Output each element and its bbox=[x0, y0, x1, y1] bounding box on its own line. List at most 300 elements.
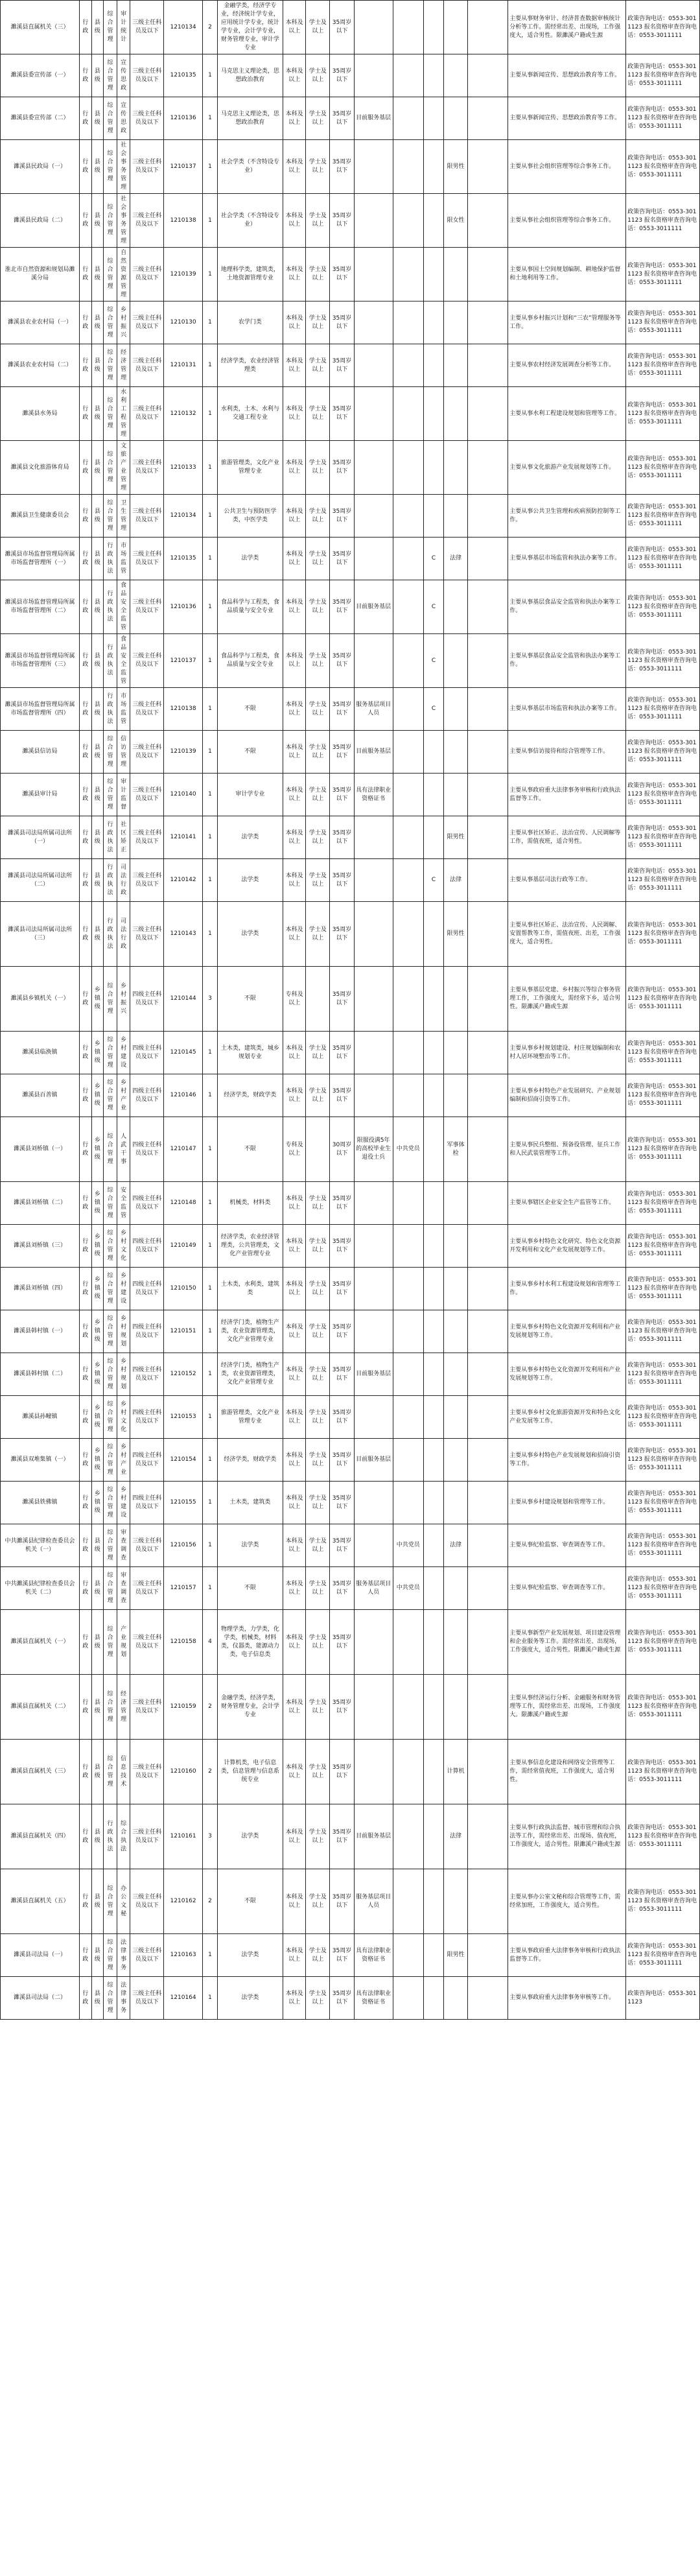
cell-note: 主要从事乡村特色产业发展规划和招商引资等工作。 bbox=[508, 1439, 626, 1482]
cell-test bbox=[424, 1310, 444, 1353]
cell-age: 35周岁以下 bbox=[330, 1804, 354, 1869]
cell-spec: 限男性 bbox=[444, 140, 468, 194]
cell-note: 主要从事政府重大法律事务审核和行政执法监督等工作。 bbox=[508, 1934, 626, 1977]
cell-spec bbox=[444, 248, 468, 301]
cell-spec bbox=[444, 1, 468, 54]
cell-c2: 行政 bbox=[79, 1804, 91, 1869]
cell-test bbox=[424, 1353, 444, 1396]
cell-spec: 法律 bbox=[444, 538, 468, 580]
cell-major: 法学类 bbox=[217, 1804, 283, 1869]
cell-note: 主要从事财务审计、经济普查数据审核统计分析等工作。需经常出差、出现场，工作强度大，适合男性。限濉溪户籍或生源 bbox=[508, 1, 626, 54]
cell-blank bbox=[468, 967, 508, 1032]
cell-edu: 本科及以上 bbox=[283, 580, 306, 634]
cell-c4: 综合管理 bbox=[104, 495, 117, 538]
cell-c3: 乡镇级 bbox=[91, 967, 104, 1032]
cell-c4: 综合管理 bbox=[104, 1524, 117, 1567]
cell-code: 1210147 bbox=[164, 1117, 203, 1182]
cell-other bbox=[354, 248, 393, 301]
cell-age: 35周岁以下 bbox=[330, 1225, 354, 1268]
cell-code: 1210161 bbox=[164, 1804, 203, 1869]
cell-test bbox=[424, 194, 444, 248]
cell-c3: 县级 bbox=[91, 580, 104, 634]
cell-spec: 限男性 bbox=[444, 816, 468, 859]
cell-age: 35周岁以下 bbox=[330, 774, 354, 816]
cell-c5: 审计监督 bbox=[117, 774, 130, 816]
cell-note: 主要从事新闻宣传、思想政治教育等工作。 bbox=[508, 54, 626, 97]
cell-major: 社会学类（不含特设专业） bbox=[217, 140, 283, 194]
cell-note: 主要从事纪检监察、审查调查等工作。 bbox=[508, 1567, 626, 1610]
cell-edu: 本科及以上 bbox=[283, 816, 306, 859]
cell-spec bbox=[444, 1869, 468, 1934]
cell-test: C bbox=[424, 634, 444, 688]
cell-phone: 政策咨询电话：0553-3011123 报名资格审查咨询电话：0553-3011111 bbox=[626, 1567, 700, 1610]
cell-blank bbox=[468, 1396, 508, 1439]
cell-age: 35周岁以下 bbox=[330, 1268, 354, 1310]
cell-edu: 本科及以上 bbox=[283, 344, 306, 387]
cell-degree: 学士及以上 bbox=[306, 731, 330, 774]
cell-c2: 行政 bbox=[79, 194, 91, 248]
cell-edu: 本科及以上 bbox=[283, 1, 306, 54]
cell-code: 1210149 bbox=[164, 1225, 203, 1268]
cell-code: 1210146 bbox=[164, 1074, 203, 1117]
cell-num: 1 bbox=[203, 140, 218, 194]
cell-degree: 学士及以上 bbox=[306, 1977, 330, 2020]
table-row bbox=[1, 1, 700, 54]
cell-ratio bbox=[393, 1977, 424, 2020]
cell-code: 1210158 bbox=[164, 1610, 203, 1675]
cell-other bbox=[354, 538, 393, 580]
cell-major: 土木类，建筑类，城乡规划专业 bbox=[217, 1032, 283, 1074]
cell-phone: 政策咨询电话：0553-3011123 报名资格审查咨询电话：0553-3011111 bbox=[626, 774, 700, 816]
cell-ratio bbox=[393, 1353, 424, 1396]
cell-ratio bbox=[393, 1225, 424, 1268]
cell-c6: 四级主任科员及以下 bbox=[130, 1074, 164, 1117]
cell-code: 1210144 bbox=[164, 967, 203, 1032]
cell-num: 1 bbox=[203, 902, 218, 967]
cell-degree: 学士及以上 bbox=[306, 1353, 330, 1396]
cell-c5: 宣传思政 bbox=[117, 54, 130, 97]
cell-ratio bbox=[393, 1396, 424, 1439]
cell-test bbox=[424, 1675, 444, 1740]
cell-major: 法学类 bbox=[217, 1977, 283, 2020]
cell-phone: 政策咨询电话：0553-3011123 报名资格审查咨询电话：0553-3011111 bbox=[626, 1524, 700, 1567]
cell-code: 1210153 bbox=[164, 1396, 203, 1439]
cell-major: 地理科学类，建筑类，土地资源管理专业 bbox=[217, 248, 283, 301]
cell-c4: 综合管理 bbox=[104, 1567, 117, 1610]
cell-ratio bbox=[393, 441, 424, 495]
cell-other bbox=[354, 387, 393, 441]
cell-phone: 政策咨询电话：0553-3011123 报名资格审查咨询电话：0553-3011111 bbox=[626, 1117, 700, 1182]
cell-blank bbox=[468, 1977, 508, 2020]
cell-age: 35周岁以下 bbox=[330, 634, 354, 688]
cell-other bbox=[354, 1032, 393, 1074]
cell-spec bbox=[444, 1310, 468, 1353]
cell-c2: 行政 bbox=[79, 1675, 91, 1740]
cell-blank bbox=[468, 859, 508, 902]
cell-age: 35周岁以下 bbox=[330, 301, 354, 344]
cell-c3: 县级 bbox=[91, 1524, 104, 1567]
cell-edu: 本科及以上 bbox=[283, 774, 306, 816]
cell-unit: 濉溪县孙疃镇 bbox=[1, 1396, 80, 1439]
cell-spec bbox=[444, 1074, 468, 1117]
cell-blank bbox=[468, 774, 508, 816]
cell-note: 主要从事新型产业发展规划、项目建设管理和企业服务等工作。需经常出差、出现场，工作强度大，适合男性。限濉溪户籍或生源 bbox=[508, 1610, 626, 1675]
cell-num: 1 bbox=[203, 441, 218, 495]
cell-blank bbox=[468, 816, 508, 859]
cell-c3: 县级 bbox=[91, 495, 104, 538]
cell-c3: 乡镇级 bbox=[91, 1117, 104, 1182]
cell-spec bbox=[444, 1675, 468, 1740]
cell-phone: 政策咨询电话：0553-3011123 bbox=[626, 1977, 700, 2020]
cell-c3: 县级 bbox=[91, 1567, 104, 1610]
cell-note: 主要从事信息化建设和网络安全管理等工作，需经常值夜班，工作强度大，适合男性。 bbox=[508, 1740, 626, 1804]
cell-major: 物理学类，力学类，化学类，机械类，材料类，仪器类，能源动力类，电子信息类 bbox=[217, 1610, 283, 1675]
cell-c4: 综合管理 bbox=[104, 54, 117, 97]
cell-c5: 安全监管 bbox=[117, 1182, 130, 1225]
cell-blank bbox=[468, 1610, 508, 1675]
cell-spec bbox=[444, 54, 468, 97]
cell-phone: 政策咨询电话：0553-3011123 报名资格审查咨询电话：0553-3011111 bbox=[626, 344, 700, 387]
cell-age: 35周岁以下 bbox=[330, 580, 354, 634]
cell-c5: 食品安全监管 bbox=[117, 634, 130, 688]
cell-c5: 乡村振兴 bbox=[117, 301, 130, 344]
cell-unit: 濉溪县直属机关（五） bbox=[1, 1869, 80, 1934]
cell-unit: 濉溪县委宣传部（二） bbox=[1, 97, 80, 140]
table-row bbox=[1, 301, 700, 344]
cell-c6: 三级主任科员及以下 bbox=[130, 495, 164, 538]
cell-c6: 三级主任科员及以下 bbox=[130, 1977, 164, 2020]
cell-degree: 学士及以上 bbox=[306, 1310, 330, 1353]
cell-c6: 四级主任科员及以下 bbox=[130, 1032, 164, 1074]
cell-unit: 濉溪县市场监督管理局所属市场监督管理所（三） bbox=[1, 634, 80, 688]
cell-c4: 综合管理 bbox=[104, 1977, 117, 2020]
table-row bbox=[1, 97, 700, 140]
cell-c4: 行政执法 bbox=[104, 859, 117, 902]
cell-degree: 学士及以上 bbox=[306, 859, 330, 902]
cell-c3: 乡镇级 bbox=[91, 1182, 104, 1225]
cell-c4: 综合管理 bbox=[104, 1740, 117, 1804]
cell-major: 法学类 bbox=[217, 859, 283, 902]
cell-blank bbox=[468, 1439, 508, 1482]
cell-blank bbox=[468, 97, 508, 140]
cell-unit: 中共濉溪县纪律检查委员会机关（二） bbox=[1, 1567, 80, 1610]
cell-blank bbox=[468, 1117, 508, 1182]
cell-c6: 三级主任科员及以下 bbox=[130, 194, 164, 248]
table-row bbox=[1, 387, 700, 441]
cell-other: 具有法律职业资格证书 bbox=[354, 774, 393, 816]
cell-unit: 濉溪县信访局 bbox=[1, 731, 80, 774]
cell-note: 主要从事基层司法行政等工作。 bbox=[508, 859, 626, 902]
cell-blank bbox=[468, 634, 508, 688]
cell-ratio bbox=[393, 1268, 424, 1310]
cell-ratio bbox=[393, 1675, 424, 1740]
cell-c2: 行政 bbox=[79, 634, 91, 688]
cell-c6: 四级主任科员及以下 bbox=[130, 967, 164, 1032]
cell-spec: 法律 bbox=[444, 859, 468, 902]
table-row bbox=[1, 1182, 700, 1225]
cell-spec bbox=[444, 1977, 468, 2020]
cell-test bbox=[424, 1225, 444, 1268]
cell-spec: 限女性 bbox=[444, 194, 468, 248]
cell-code: 1210140 bbox=[164, 774, 203, 816]
cell-major: 土木类，水利类，建筑类 bbox=[217, 1268, 283, 1310]
cell-major: 旅游管理类，文化产业管理专业 bbox=[217, 441, 283, 495]
cell-num: 1 bbox=[203, 1225, 218, 1268]
cell-blank bbox=[468, 1740, 508, 1804]
cell-c3: 县级 bbox=[91, 1977, 104, 2020]
cell-c2: 行政 bbox=[79, 1182, 91, 1225]
cell-major: 法学类 bbox=[217, 816, 283, 859]
cell-test bbox=[424, 1074, 444, 1117]
cell-other bbox=[354, 140, 393, 194]
cell-spec bbox=[444, 1610, 468, 1675]
cell-phone: 政策咨询电话：0553-3011123 报名资格审查咨询电话：0553-3011111 bbox=[626, 1, 700, 54]
cell-num: 3 bbox=[203, 1804, 218, 1869]
cell-c2: 行政 bbox=[79, 54, 91, 97]
cell-edu: 本科及以上 bbox=[283, 1074, 306, 1117]
table-row bbox=[1, 634, 700, 688]
cell-spec bbox=[444, 1439, 468, 1482]
table-row bbox=[1, 1074, 700, 1117]
cell-num: 4 bbox=[203, 1610, 218, 1675]
cell-note: 主要从事乡村文化旅游资源开发和特色文化产业发展等工作。 bbox=[508, 1396, 626, 1439]
cell-degree: 学士及以上 bbox=[306, 1482, 330, 1524]
cell-major: 农学门类 bbox=[217, 301, 283, 344]
cell-c2: 行政 bbox=[79, 301, 91, 344]
cell-c4: 综合管理 bbox=[104, 140, 117, 194]
cell-degree: 学士及以上 bbox=[306, 248, 330, 301]
cell-age: 35周岁以下 bbox=[330, 194, 354, 248]
cell-other: 限服役满5年的高校毕业生退役士兵 bbox=[354, 1117, 393, 1182]
cell-c2: 行政 bbox=[79, 1268, 91, 1310]
cell-phone: 政策咨询电话：0553-3011123 报名资格审查咨询电话：0553-3011111 bbox=[626, 967, 700, 1032]
cell-c5: 食品安全监管 bbox=[117, 580, 130, 634]
cell-degree bbox=[306, 1117, 330, 1182]
cell-edu: 专科及以上 bbox=[283, 967, 306, 1032]
cell-unit: 濉溪县司法局（一） bbox=[1, 1934, 80, 1977]
cell-c4: 行政执法 bbox=[104, 538, 117, 580]
cell-phone: 政策咨询电话：0553-3011123 报名资格审查咨询电话：0553-3011111 bbox=[626, 1182, 700, 1225]
cell-num: 1 bbox=[203, 1353, 218, 1396]
table-row bbox=[1, 1396, 700, 1439]
cell-c3: 县级 bbox=[91, 97, 104, 140]
cell-num: 1 bbox=[203, 1074, 218, 1117]
cell-blank bbox=[468, 54, 508, 97]
cell-phone: 政策咨询电话：0553-3011123 报名资格审查咨询电话：0553-3011111 bbox=[626, 140, 700, 194]
cell-blank bbox=[468, 538, 508, 580]
cell-c4: 综合管理 bbox=[104, 97, 117, 140]
cell-code: 1210137 bbox=[164, 634, 203, 688]
cell-code: 1210142 bbox=[164, 859, 203, 902]
cell-test bbox=[424, 1610, 444, 1675]
cell-unit: 濉溪县文化旅游体育局 bbox=[1, 441, 80, 495]
cell-test bbox=[424, 1439, 444, 1482]
cell-c3: 县级 bbox=[91, 1934, 104, 1977]
cell-code: 1210132 bbox=[164, 387, 203, 441]
cell-note: 主要从事乡村特色文化资源开发利用和产业发展规划等工作。 bbox=[508, 1310, 626, 1353]
cell-c4: 综合管理 bbox=[104, 1396, 117, 1439]
cell-unit: 濉溪县韩村镇（一） bbox=[1, 1310, 80, 1353]
cell-other bbox=[354, 859, 393, 902]
cell-code: 1210138 bbox=[164, 194, 203, 248]
cell-note: 主要从事办公室文秘和综合管理等工作，需经常加班，工作强度大，适合男性。 bbox=[508, 1869, 626, 1934]
cell-c6: 三级主任科员及以下 bbox=[130, 816, 164, 859]
cell-c2: 行政 bbox=[79, 1977, 91, 2020]
cell-note: 主要从事水利工程建设规划和管理等工作。 bbox=[508, 387, 626, 441]
cell-c5: 社区矫正 bbox=[117, 816, 130, 859]
cell-major: 食品科学与工程类，食品质量与安全专业 bbox=[217, 634, 283, 688]
cell-other: 目前服务基层 bbox=[354, 1353, 393, 1396]
cell-c5: 法律事务 bbox=[117, 1934, 130, 1977]
cell-spec bbox=[444, 495, 468, 538]
cell-major: 法学类 bbox=[217, 1524, 283, 1567]
cell-note: 主要从事乡村特色产业发展研究、产业规划编制和招商引资等工作。 bbox=[508, 1074, 626, 1117]
cell-edu: 本科及以上 bbox=[283, 1482, 306, 1524]
cell-unit: 濉溪县乡镇机关（一） bbox=[1, 967, 80, 1032]
cell-c5: 乡村产业 bbox=[117, 1439, 130, 1482]
cell-c5: 司法行政 bbox=[117, 859, 130, 902]
cell-edu: 本科及以上 bbox=[283, 688, 306, 731]
cell-c2: 行政 bbox=[79, 1524, 91, 1567]
cell-other bbox=[354, 1396, 393, 1439]
table-row bbox=[1, 140, 700, 194]
cell-spec: 军事体检 bbox=[444, 1117, 468, 1182]
cell-major: 金融学类，经济学专业，经济统计学专业，应用统计学专业，统计学专业，会计学专业，财务管理专业，审计学专业 bbox=[217, 1, 283, 54]
cell-phone: 政策咨询电话：0553-3011123 报名资格审查咨询电话：0553-3011111 bbox=[626, 54, 700, 97]
cell-unit: 淮北市自然资源和规划局濉溪分局 bbox=[1, 248, 80, 301]
cell-age: 35周岁以下 bbox=[330, 1310, 354, 1353]
cell-code: 1210134 bbox=[164, 1, 203, 54]
cell-age: 35周岁以下 bbox=[330, 731, 354, 774]
cell-num: 1 bbox=[203, 1977, 218, 2020]
table-row bbox=[1, 1740, 700, 1804]
cell-c4: 行政执法 bbox=[104, 1804, 117, 1869]
cell-ratio bbox=[393, 1074, 424, 1117]
cell-major: 不限 bbox=[217, 967, 283, 1032]
cell-other: 具有法律职业资格证书 bbox=[354, 1934, 393, 1977]
cell-c3: 县级 bbox=[91, 1, 104, 54]
cell-code: 1210135 bbox=[164, 538, 203, 580]
cell-spec bbox=[444, 580, 468, 634]
cell-phone: 政策咨询电话：0553-3011123 报名资格审查咨询电话：0553-3011111 bbox=[626, 902, 700, 967]
cell-note: 主要从事社区矫正、法治宣传、人民调解等工作，需值夜班，适合男性。 bbox=[508, 816, 626, 859]
table-row bbox=[1, 1804, 700, 1869]
cell-spec bbox=[444, 387, 468, 441]
cell-c4: 综合管理 bbox=[104, 441, 117, 495]
cell-unit: 濉溪县直属机关（三） bbox=[1, 1740, 80, 1804]
cell-c4: 综合管理 bbox=[104, 1675, 117, 1740]
table-row bbox=[1, 731, 700, 774]
cell-edu: 本科及以上 bbox=[283, 1310, 306, 1353]
cell-c3: 乡镇级 bbox=[91, 1225, 104, 1268]
cell-unit: 濉溪县民政局（一） bbox=[1, 140, 80, 194]
cell-degree: 学士及以上 bbox=[306, 1225, 330, 1268]
cell-edu: 本科及以上 bbox=[283, 1439, 306, 1482]
cell-note: 主要从事国土空间规划编制、耕地保护监督和土地利用等工作。 bbox=[508, 248, 626, 301]
cell-phone: 政策咨询电话：0553-3011123 报名资格审查咨询电话：0553-3011111 bbox=[626, 1675, 700, 1740]
cell-spec bbox=[444, 774, 468, 816]
cell-c2: 行政 bbox=[79, 248, 91, 301]
cell-unit: 濉溪县直属机关（四） bbox=[1, 1804, 80, 1869]
cell-phone: 政策咨询电话：0553-3011123 报名资格审查咨询电话：0553-3011111 bbox=[626, 634, 700, 688]
cell-unit: 濉溪县司法局所属司法所（三） bbox=[1, 902, 80, 967]
cell-edu: 本科及以上 bbox=[283, 1610, 306, 1675]
table-body bbox=[1, 1, 700, 2020]
cell-test bbox=[424, 902, 444, 967]
cell-degree: 学士及以上 bbox=[306, 1439, 330, 1482]
cell-c5: 乡村建设 bbox=[117, 1032, 130, 1074]
cell-age: 35周岁以下 bbox=[330, 967, 354, 1032]
cell-ratio bbox=[393, 1310, 424, 1353]
cell-major: 不限 bbox=[217, 1567, 283, 1610]
cell-c3: 乡镇级 bbox=[91, 1353, 104, 1396]
cell-edu: 本科及以上 bbox=[283, 1804, 306, 1869]
cell-num: 1 bbox=[203, 1268, 218, 1310]
cell-spec bbox=[444, 1182, 468, 1225]
cell-ratio bbox=[393, 1439, 424, 1482]
cell-c6: 四级主任科员及以下 bbox=[130, 1182, 164, 1225]
cell-c4: 综合管理 bbox=[104, 967, 117, 1032]
cell-spec: 法律 bbox=[444, 1804, 468, 1869]
cell-num: 1 bbox=[203, 1567, 218, 1610]
cell-spec bbox=[444, 731, 468, 774]
cell-spec bbox=[444, 1353, 468, 1396]
cell-degree: 学士及以上 bbox=[306, 54, 330, 97]
cell-c3: 县级 bbox=[91, 194, 104, 248]
cell-ratio bbox=[393, 1482, 424, 1524]
cell-code: 1210157 bbox=[164, 1567, 203, 1610]
cell-code: 1210151 bbox=[164, 1310, 203, 1353]
cell-c2: 行政 bbox=[79, 495, 91, 538]
cell-blank bbox=[468, 140, 508, 194]
cell-c6: 四级主任科员及以下 bbox=[130, 1396, 164, 1439]
cell-num: 1 bbox=[203, 538, 218, 580]
table-row bbox=[1, 194, 700, 248]
cell-c3: 县级 bbox=[91, 54, 104, 97]
cell-degree: 学士及以上 bbox=[306, 688, 330, 731]
cell-c2: 行政 bbox=[79, 688, 91, 731]
cell-major: 审计学专业 bbox=[217, 774, 283, 816]
cell-c4: 行政执法 bbox=[104, 634, 117, 688]
cell-phone: 政策咨询电话：0553-3011123 报名资格审查咨询电话：0553-3011111 bbox=[626, 580, 700, 634]
cell-code: 1210138 bbox=[164, 688, 203, 731]
cell-degree bbox=[306, 967, 330, 1032]
cell-c5: 文旅产业管理 bbox=[117, 441, 130, 495]
cell-test bbox=[424, 387, 444, 441]
cell-c6: 三级主任科员及以下 bbox=[130, 387, 164, 441]
cell-degree: 学士及以上 bbox=[306, 301, 330, 344]
cell-code: 1210162 bbox=[164, 1869, 203, 1934]
cell-age: 35周岁以下 bbox=[330, 1439, 354, 1482]
cell-c6: 三级主任科员及以下 bbox=[130, 774, 164, 816]
cell-c3: 县级 bbox=[91, 634, 104, 688]
cell-c3: 乡镇级 bbox=[91, 1310, 104, 1353]
cell-c3: 县级 bbox=[91, 538, 104, 580]
cell-unit: 濉溪县刘桥镇（三） bbox=[1, 1225, 80, 1268]
cell-c6: 四级主任科员及以下 bbox=[130, 1439, 164, 1482]
cell-num: 1 bbox=[203, 634, 218, 688]
cell-c5: 经济管理 bbox=[117, 1675, 130, 1740]
cell-blank bbox=[468, 1353, 508, 1396]
cell-phone: 政策咨询电话：0553-3011123 报名资格审查咨询电话：0553-3011111 bbox=[626, 1740, 700, 1804]
cell-code: 1210135 bbox=[164, 54, 203, 97]
cell-age: 35周岁以下 bbox=[330, 1740, 354, 1804]
cell-spec bbox=[444, 344, 468, 387]
cell-degree: 学士及以上 bbox=[306, 902, 330, 967]
cell-unit: 濉溪县双堆集镇（一） bbox=[1, 1439, 80, 1482]
cell-c2: 行政 bbox=[79, 816, 91, 859]
cell-code: 1210159 bbox=[164, 1675, 203, 1740]
